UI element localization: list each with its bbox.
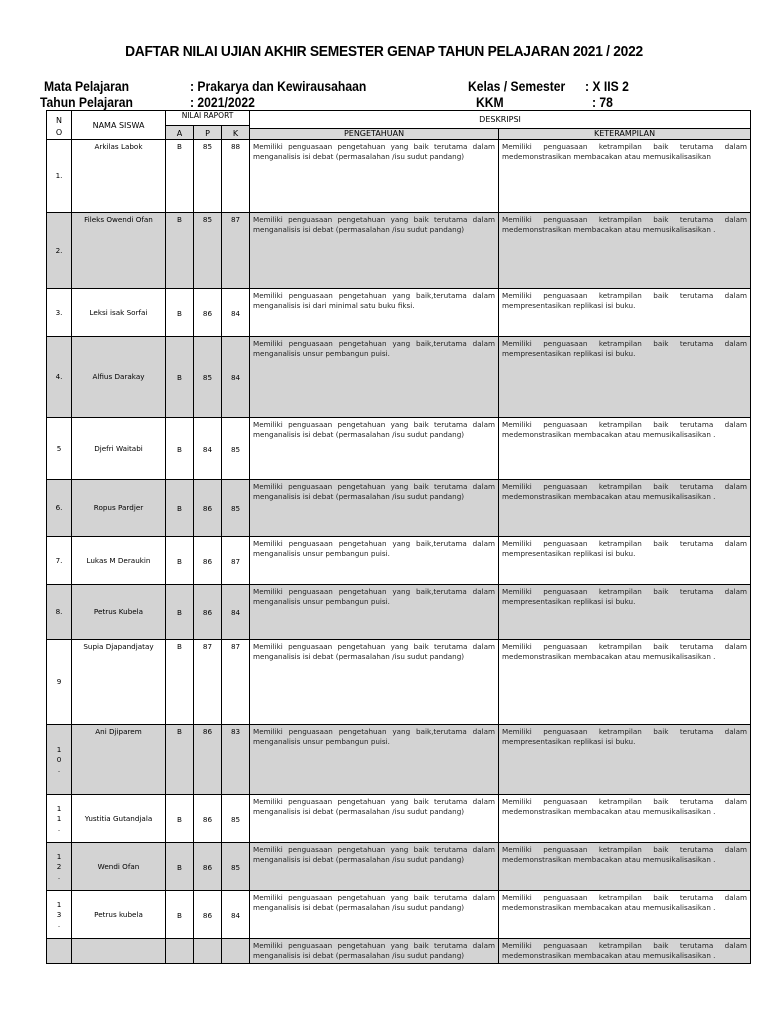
mapel-value: : Prakarya dan Kewirausahaan bbox=[190, 79, 367, 94]
header-k: K bbox=[222, 126, 250, 140]
row-nilai-p: 86 bbox=[194, 480, 222, 537]
header-deskripsi: DESKRIPSI bbox=[250, 111, 751, 129]
mapel-label: Mata Pelajaran bbox=[44, 79, 130, 94]
row-desc-pengetahuan: Memiliki penguasaan pengetahuan yang baik terutama dalam menganalisis isi debat (permasalahan /isu sudut pandang) bbox=[250, 140, 499, 213]
row-nama-siswa: Fileks Owendi Ofan bbox=[72, 213, 166, 289]
row-no: 1. bbox=[47, 140, 72, 213]
row-desc-pengetahuan: Memiliki penguasaan pengetahuan yang baik,terutama dalam menganalisis unsur pembangun puisi. bbox=[250, 585, 499, 640]
row-nama-siswa: Lukas M Deraukin bbox=[72, 537, 166, 585]
kelas-label: Kelas / Semester bbox=[468, 79, 566, 94]
table-row bbox=[47, 480, 751, 537]
row-nilai-k: 87 bbox=[222, 640, 250, 725]
row-nilai-p: 85 bbox=[194, 337, 222, 418]
row-no: 7. bbox=[47, 537, 72, 585]
row-desc-keterampilan: Memiliki penguasaan ketrampilan baik terutama dalam medemonstrasikan membacakan atau memusikalisasikan . bbox=[499, 418, 751, 480]
row-nilai-a: B bbox=[166, 585, 194, 640]
table-row bbox=[47, 289, 751, 337]
kkm-label: KKM bbox=[476, 95, 504, 110]
row-nilai-k: 85 bbox=[222, 480, 250, 537]
header-no: N O bbox=[47, 111, 72, 140]
table-row bbox=[47, 337, 751, 418]
row-nilai-a: B bbox=[166, 140, 194, 213]
table-row bbox=[47, 585, 751, 640]
header-nilai-raport: NILAI RAPORT bbox=[166, 111, 250, 126]
row-no: 2. bbox=[47, 213, 72, 289]
document-title: DAFTAR NILAI UJIAN AKHIR SEMESTER GENAP TAHUN PELAJARAN 2021 / 2022 bbox=[125, 43, 643, 60]
row-desc-pengetahuan: Memiliki penguasaan pengetahuan yang baik terutama dalam menganalisis isi debat (permasalahan /isu sudut pandang) bbox=[250, 480, 499, 537]
table-row bbox=[47, 537, 751, 585]
row-nilai-k: 85 bbox=[222, 795, 250, 843]
row-desc-keterampilan: Memiliki penguasaan ketrampilan baik terutama dalam medemonstrasikan membacakan atau memusikalisasikan . bbox=[499, 795, 751, 843]
row-desc-pengetahuan: Memiliki penguasaan pengetahuan yang baik,terutama dalam menganalisis unsur pembangun puisi. bbox=[250, 725, 499, 795]
row-desc-pengetahuan: Memiliki penguasaan pengetahuan yang baik terutama dalam menganalisis isi debat (permasalahan /isu sudut pandang) bbox=[250, 891, 499, 939]
row-no: 6. bbox=[47, 480, 72, 537]
row-nilai-k bbox=[222, 939, 250, 964]
row-nilai-a: B bbox=[166, 537, 194, 585]
header-keterampilan: KETERAMPILAN bbox=[499, 129, 751, 140]
row-nilai-a: B bbox=[166, 213, 194, 289]
row-desc-keterampilan: Memiliki penguasaan ketrampilan baik terutama dalam medemonstrasikan membacakan atau memusikalisasikan . bbox=[499, 843, 751, 891]
row-desc-keterampilan: Memiliki penguasaan ketrampilan baik terutama dalam mempresentasikan replikasi isi buku. bbox=[499, 337, 751, 418]
row-nama-siswa: Ani Djiparem bbox=[72, 725, 166, 795]
row-nilai-p: 86 bbox=[194, 795, 222, 843]
row-desc-pengetahuan: Memiliki penguasaan pengetahuan yang baik,terutama dalam menganalisis unsur pembangun puisi. bbox=[250, 337, 499, 418]
row-desc-keterampilan: Memiliki penguasaan ketrampilan baik terutama dalam medemonstrasikan membacakan atau memusikalisasikan . bbox=[499, 891, 751, 939]
row-nilai-p: 84 bbox=[194, 418, 222, 480]
tahun-label: Tahun Pelajaran bbox=[40, 95, 133, 110]
row-nilai-a bbox=[166, 939, 194, 964]
row-nama-siswa: Arkilas Labok bbox=[72, 140, 166, 213]
row-desc-keterampilan: Memiliki penguasaan ketrampilan baik terutama dalam medemonstrasikan membacakan atau memusikalisasikan . bbox=[499, 213, 751, 289]
row-nilai-a: B bbox=[166, 289, 194, 337]
row-nama-siswa: Petrus Kubela bbox=[72, 585, 166, 640]
row-desc-keterampilan: Memiliki penguasaan ketrampilan baik terutama dalam mempresentasikan replikasi isi buku. bbox=[499, 725, 751, 795]
row-nama-siswa: Ropus Pardjer bbox=[72, 480, 166, 537]
row-no: 4. bbox=[47, 337, 72, 418]
kkm-value: : 78 bbox=[592, 95, 613, 110]
row-nilai-k: 85 bbox=[222, 418, 250, 480]
table-row bbox=[47, 891, 751, 939]
row-nama-siswa: Alfius Darakay bbox=[72, 337, 166, 418]
kelas-value: : X IIS 2 bbox=[585, 79, 629, 94]
row-no: 5 bbox=[47, 418, 72, 480]
row-no: 1 3 . bbox=[47, 891, 72, 939]
row-no bbox=[47, 939, 72, 964]
row-desc-keterampilan: Memiliki penguasaan ketrampilan baik terutama dalam medemonstrasikan membacakan atau memusikalisasikan . bbox=[499, 480, 751, 537]
table-row bbox=[47, 213, 751, 289]
row-nilai-k: 85 bbox=[222, 843, 250, 891]
table-row bbox=[47, 725, 751, 795]
row-desc-pengetahuan: Memiliki penguasaan pengetahuan yang baik terutama dalam menganalisis isi debat (permasalahan /isu sudut pandang) bbox=[250, 843, 499, 891]
table-row bbox=[47, 418, 751, 480]
row-nilai-k: 84 bbox=[222, 289, 250, 337]
row-desc-pengetahuan: Memiliki penguasaan pengetahuan yang baik,terutama dalam menganalisis unsur pembangun puisi. bbox=[250, 537, 499, 585]
row-no: 9 bbox=[47, 640, 72, 725]
row-desc-pengetahuan: Memiliki penguasaan pengetahuan yang baik terutama dalam menganalisis isi debat (permasalahan /isu sudut pandang) bbox=[250, 418, 499, 480]
row-nama-siswa: Wendi Ofan bbox=[72, 843, 166, 891]
row-nilai-a: B bbox=[166, 843, 194, 891]
row-nama-siswa: Yustitia Gutandjala bbox=[72, 795, 166, 843]
row-nilai-p bbox=[194, 939, 222, 964]
row-nilai-a: B bbox=[166, 480, 194, 537]
row-nilai-a: B bbox=[166, 640, 194, 725]
table-row bbox=[47, 640, 751, 725]
row-nilai-k: 83 bbox=[222, 725, 250, 795]
row-no: 1 2 . bbox=[47, 843, 72, 891]
row-no: 3. bbox=[47, 289, 72, 337]
row-nilai-k: 84 bbox=[222, 585, 250, 640]
row-no: 8. bbox=[47, 585, 72, 640]
row-nilai-a: B bbox=[166, 891, 194, 939]
row-desc-pengetahuan: Memiliki penguasaan pengetahuan yang baik,terutama dalam menganalisis isi dari minimal satu buku fiksi. bbox=[250, 289, 499, 337]
row-desc-pengetahuan: Memiliki penguasaan pengetahuan yang baik terutama dalam menganalisis isi debat (permasalahan /isu sudut pandang) bbox=[250, 640, 499, 725]
row-nama-siswa bbox=[72, 939, 166, 964]
row-desc-keterampilan: Memiliki penguasaan ketrampilan baik terutama dalam mempresentasikan replikasi isi buku. bbox=[499, 585, 751, 640]
row-desc-pengetahuan: Memiliki penguasaan pengetahuan yang baik terutama dalam menganalisis isi debat (permasalahan /isu sudut pandang) bbox=[250, 939, 499, 964]
row-nama-siswa: Djefri Waitabi bbox=[72, 418, 166, 480]
row-nilai-k: 87 bbox=[222, 537, 250, 585]
row-desc-keterampilan: Memiliki penguasaan ketrampilan baik terutama dalam medemonstrasikan membacakan atau memusikalisasikan bbox=[499, 140, 751, 213]
row-nilai-a: B bbox=[166, 337, 194, 418]
header-a: A bbox=[166, 126, 194, 140]
row-nilai-p: 86 bbox=[194, 537, 222, 585]
row-nilai-p: 86 bbox=[194, 725, 222, 795]
row-nilai-a: B bbox=[166, 795, 194, 843]
row-nilai-p: 86 bbox=[194, 843, 222, 891]
row-nilai-k: 84 bbox=[222, 891, 250, 939]
row-nilai-k: 87 bbox=[222, 213, 250, 289]
grades-table bbox=[46, 110, 751, 964]
row-nilai-a: B bbox=[166, 418, 194, 480]
row-desc-keterampilan: Memiliki penguasaan ketrampilan baik terutama dalam medemonstrasikan membacakan atau memusikalisasikan . bbox=[499, 640, 751, 725]
header-pengetahuan: PENGETAHUAN bbox=[250, 129, 499, 140]
row-nilai-k: 84 bbox=[222, 337, 250, 418]
table-row bbox=[47, 843, 751, 891]
row-nilai-p: 86 bbox=[194, 289, 222, 337]
table-row bbox=[47, 795, 751, 843]
row-desc-pengetahuan: Memiliki penguasaan pengetahuan yang baik terutama dalam menganalisis isi debat (permasalahan /isu sudut pandang) bbox=[250, 213, 499, 289]
row-nilai-p: 85 bbox=[194, 140, 222, 213]
grades-table-body bbox=[47, 140, 751, 964]
row-desc-keterampilan: Memiliki penguasaan ketrampilan baik terutama dalam mempresentasikan replikasi isi buku. bbox=[499, 289, 751, 337]
row-nilai-a: B bbox=[166, 725, 194, 795]
header-nama-siswa: NAMA SISWA bbox=[72, 111, 166, 140]
row-nilai-p: 87 bbox=[194, 640, 222, 725]
row-desc-keterampilan: Memiliki penguasaan ketrampilan baik terutama dalam mempresentasikan replikasi isi buku. bbox=[499, 537, 751, 585]
row-no: 1 1 . bbox=[47, 795, 72, 843]
row-desc-keterampilan: Memiliki penguasaan ketrampilan baik terutama dalam medemonstrasikan membacakan atau memusikalisasikan . bbox=[499, 939, 751, 964]
tahun-value: : 2021/2022 bbox=[190, 95, 255, 110]
table-row bbox=[47, 140, 751, 213]
row-nilai-k: 88 bbox=[222, 140, 250, 213]
row-nilai-p: 85 bbox=[194, 213, 222, 289]
row-no: 1 0 . bbox=[47, 725, 72, 795]
row-nama-siswa: Leksi isak Sorfai bbox=[72, 289, 166, 337]
header-p: P bbox=[194, 126, 222, 140]
row-nilai-p: 86 bbox=[194, 585, 222, 640]
row-desc-pengetahuan: Memiliki penguasaan pengetahuan yang baik terutama dalam menganalisis isi debat (permasalahan /isu sudut pandang) bbox=[250, 795, 499, 843]
table-row bbox=[47, 939, 751, 964]
row-nilai-p: 86 bbox=[194, 891, 222, 939]
row-nama-siswa: Petrus kubela bbox=[72, 891, 166, 939]
row-nama-siswa: Supia Djapandjatay bbox=[72, 640, 166, 725]
